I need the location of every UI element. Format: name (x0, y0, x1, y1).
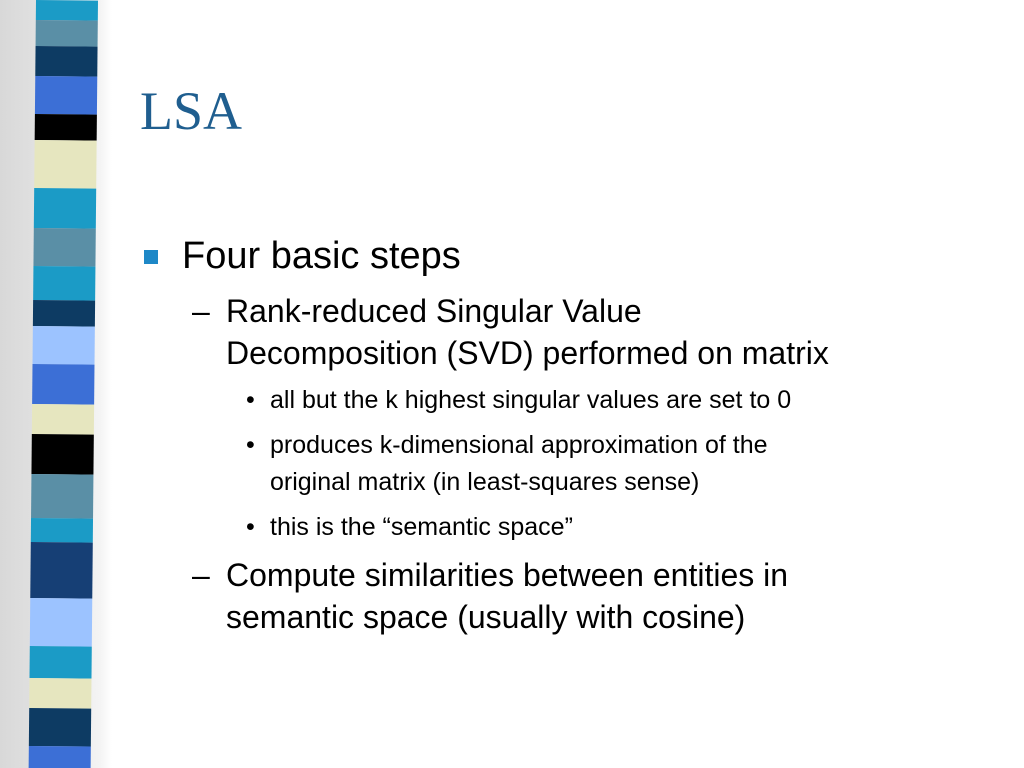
dash-marker: – (192, 557, 210, 593)
strip-block (32, 364, 94, 405)
strip-block (30, 598, 92, 647)
strip-block (32, 404, 94, 435)
bullet-level3-line: original matrix (in least-squares sense) (270, 468, 700, 496)
strip-block (31, 518, 93, 543)
square-bullet-icon (144, 250, 158, 264)
bullet-level3-line: produces k-dimensional approximation of the (270, 431, 768, 459)
bullet-level3 (246, 382, 1002, 419)
strip-block (33, 228, 95, 267)
dot-marker: • (246, 386, 255, 414)
strip-block (29, 708, 91, 747)
bullet-level3-line: this is the “semantic space” (270, 513, 573, 541)
slide-body (142, 232, 1002, 638)
strip-block (35, 46, 97, 77)
strip-block (29, 678, 91, 709)
strip-block (35, 76, 97, 115)
strip-block (36, 0, 98, 21)
strip-block (34, 140, 96, 189)
bullet-level2 (192, 290, 1002, 374)
bullet-level2 (192, 554, 1002, 638)
decorative-color-strip (29, 0, 98, 768)
strip-block (28, 746, 90, 768)
bullet-level2-line: Compute similarities between entities in (226, 557, 789, 593)
strip-block (29, 646, 91, 679)
dot-marker: • (246, 513, 255, 541)
bullet-level1 (142, 232, 1002, 280)
strip-block (35, 114, 97, 141)
bullet-level3 (246, 509, 1002, 546)
bullet-level2-line: Decomposition (SVD) performed on matrix (226, 335, 829, 371)
strip-block (31, 434, 93, 475)
strip-block (33, 326, 95, 365)
bullet-level2-line: semantic space (usually with cosine) (226, 599, 746, 635)
bullet-level1-text: Four basic steps (182, 235, 461, 277)
strip-block (34, 188, 96, 229)
strip-block (33, 266, 95, 301)
strip-block (36, 20, 98, 47)
bullet-level3 (246, 427, 1002, 501)
bullet-level3-line: all but the k highest singular values are set to 0 (270, 386, 792, 414)
bullet-level2-line: Rank-reduced Singular Value (226, 293, 642, 329)
dot-marker: • (246, 431, 255, 459)
strip-block (31, 474, 93, 519)
strip-block (30, 542, 93, 599)
strip-block (33, 300, 95, 327)
dash-marker: – (192, 293, 210, 329)
slide-title: LSA (140, 81, 243, 141)
